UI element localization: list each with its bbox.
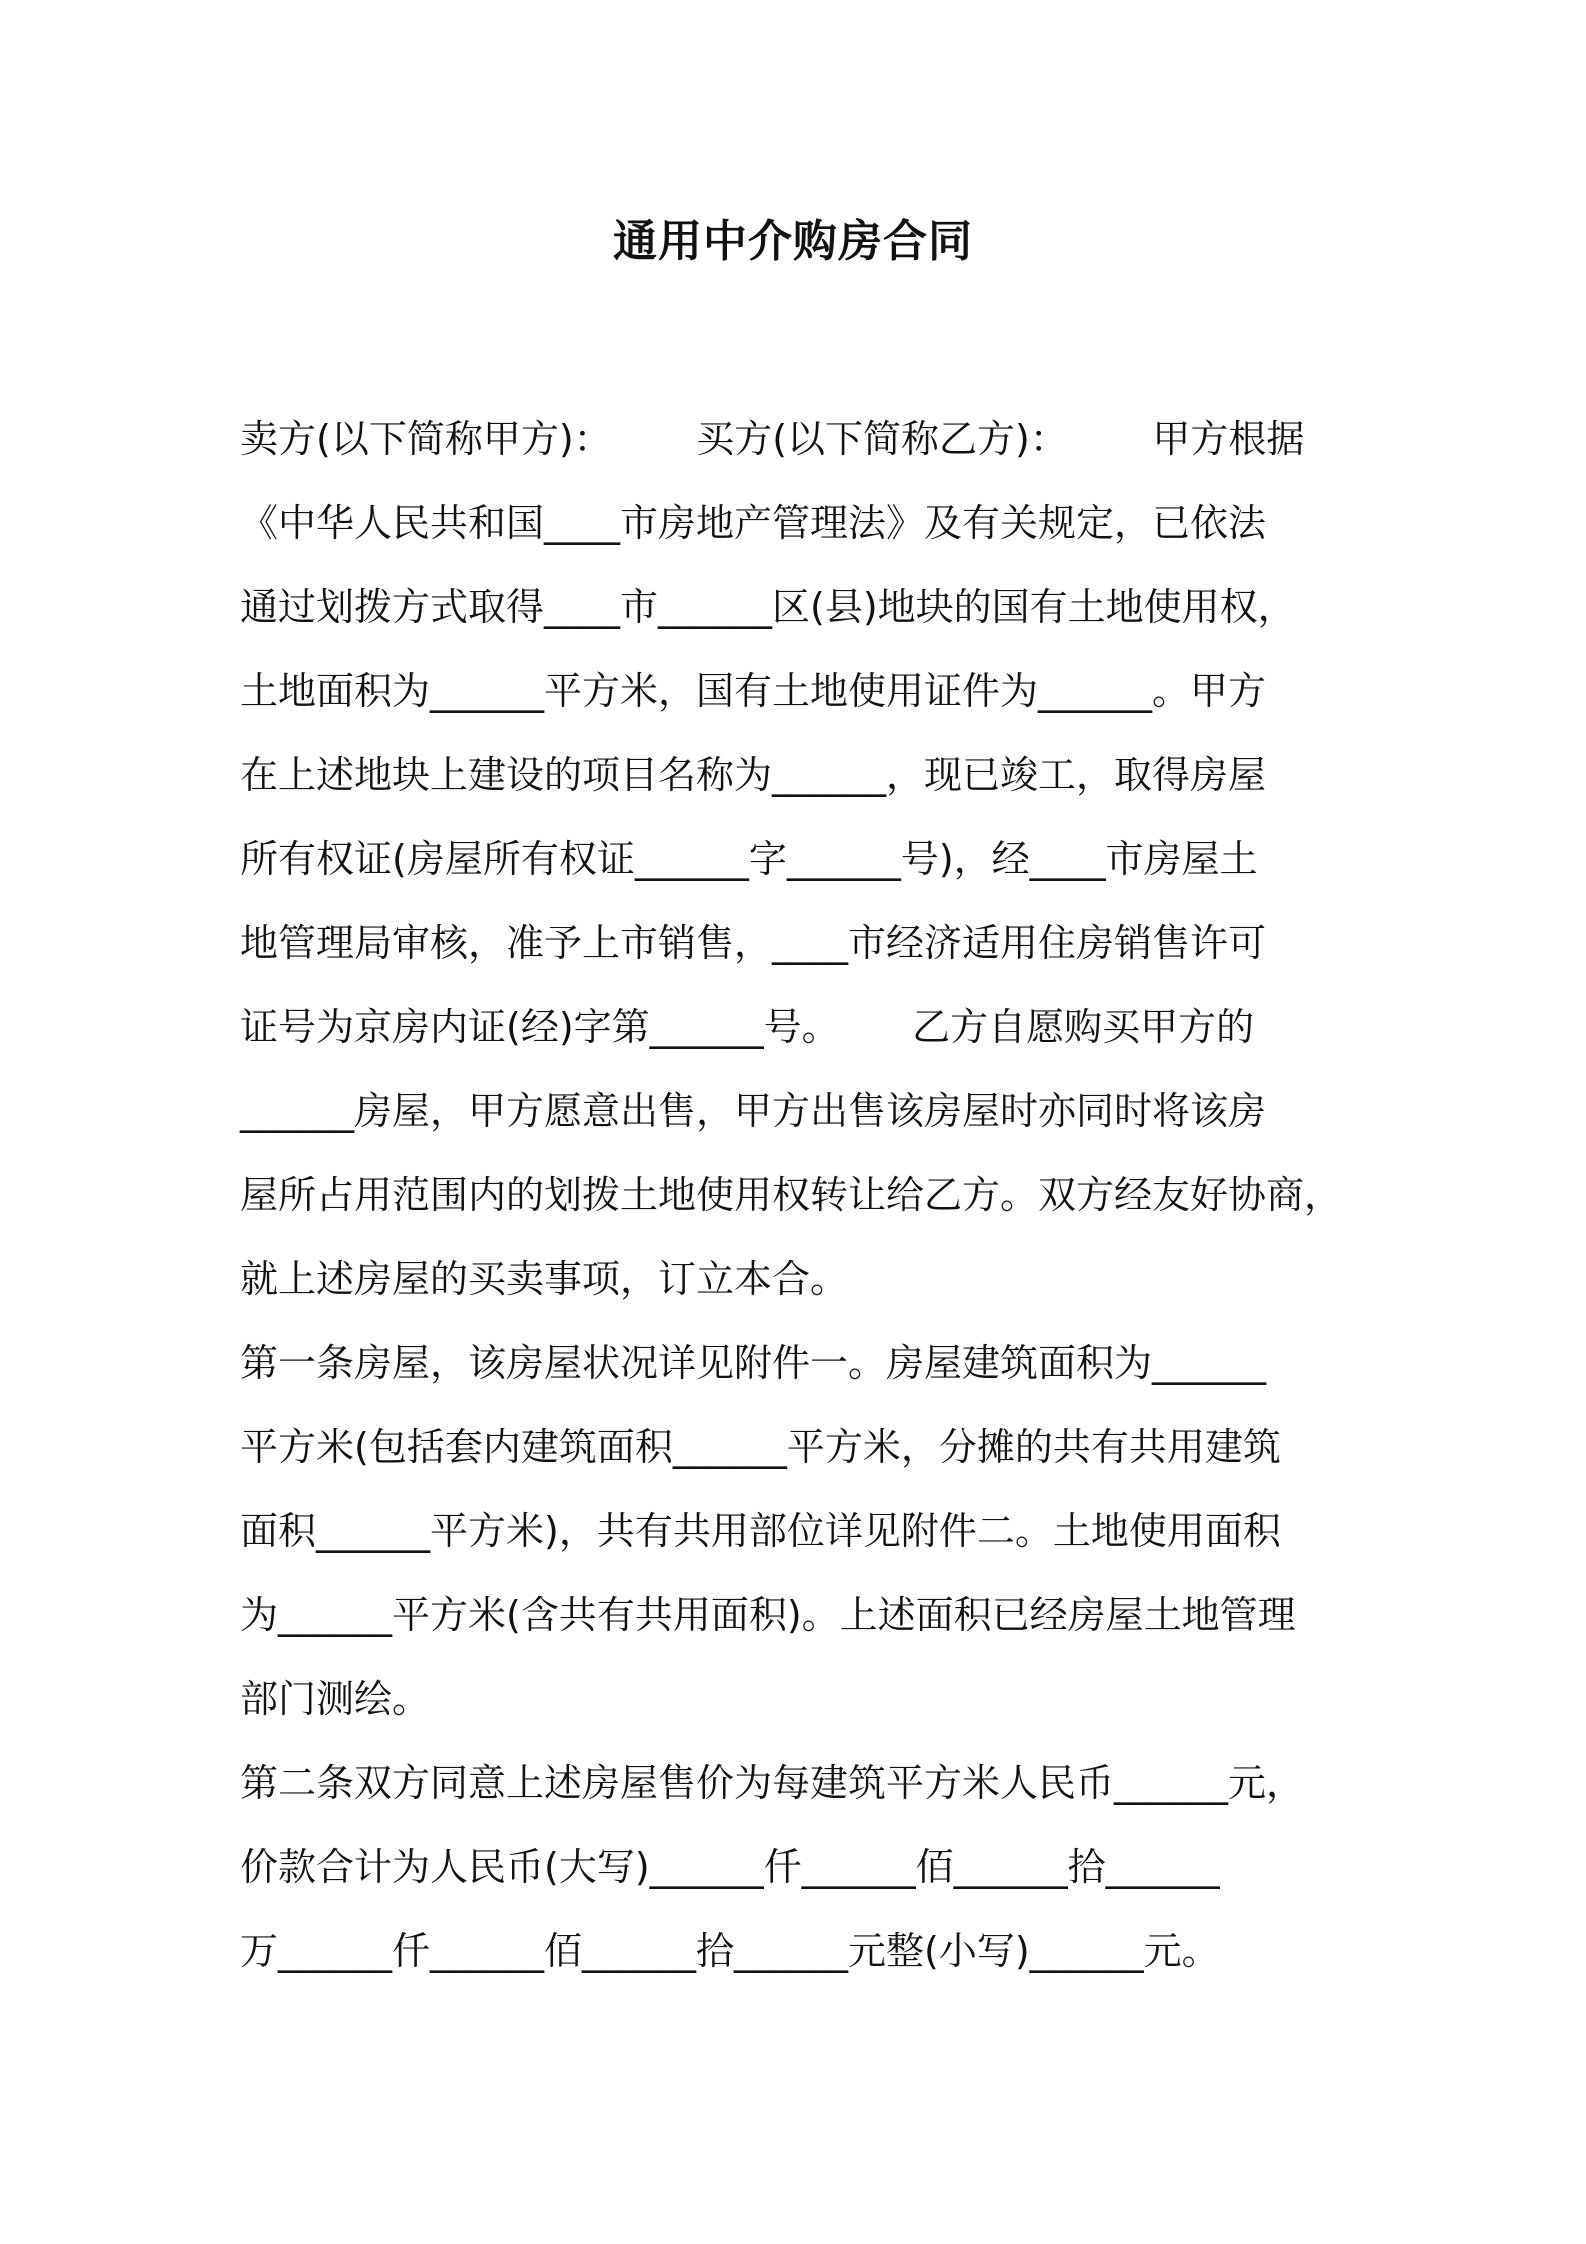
paragraph-line-10: 屋所占用范围内的划拨土地使用权转让给乙方。双方经友好协商，	[240, 1173, 1343, 1217]
paragraph-line-3: 通过划拨方式取得____市______区(县)地块的国有土地使用权，	[240, 585, 1296, 629]
paragraph-line-6: 所有权证(房屋所有权证______字______号)，经____市房屋土	[240, 837, 1258, 881]
paragraph-line-8: 证号为京房内证(经)字第______号。 乙方自愿购买甲方的	[240, 1005, 1255, 1049]
paragraph-line-1: 卖方(以下简称甲方)： 买方(以下简称乙方)： 甲方根据	[240, 417, 1305, 461]
paragraph-line-4: 土地面积为______平方米，国有土地使用证件为______。甲方	[240, 669, 1267, 713]
article-1-line-3: 面积______平方米)，共有共用部位详见附件二。土地使用面积	[240, 1509, 1281, 1553]
article-2-line-1: 第二条双方同意上述房屋售价为每建筑平方米人民币______元，	[240, 1761, 1305, 1805]
document-title: 通用中介购房合同	[613, 216, 973, 267]
article-1-line-5: 部门测绘。	[240, 1677, 431, 1721]
paragraph-line-2: 《中华人民共和国____市房地产管理法》及有关规定，已依法	[240, 501, 1267, 545]
article-1-line-2: 平方米(包括套内建筑面积______平方米，分摊的共有共用建筑	[240, 1425, 1281, 1469]
article-2-line-2: 价款合计为人民币(大写)______仟______佰______拾______	[240, 1845, 1220, 1889]
paragraph-line-9: ______房屋，甲方愿意出售，甲方出售该房屋时亦同时将该房	[240, 1089, 1267, 1133]
article-1-line-4: 为______平方米(含共有共用面积)。上述面积已经房屋土地管理	[240, 1593, 1296, 1637]
paragraph-line-7: 地管理局审核，准予上市销售，____市经济适用住房销售许可	[240, 921, 1267, 965]
paragraph-line-11: 就上述房屋的买卖事项，订立本合。	[240, 1257, 849, 1301]
article-2-line-3: 万______仟______佰______拾______元整(小写)______元。	[240, 1929, 1220, 1973]
article-1-line-1: 第一条房屋，该房屋状况详见附件一。房屋建筑面积为______	[240, 1341, 1267, 1385]
paragraph-line-5: 在上述地块上建设的项目名称为______，现已竣工，取得房屋	[240, 753, 1267, 797]
